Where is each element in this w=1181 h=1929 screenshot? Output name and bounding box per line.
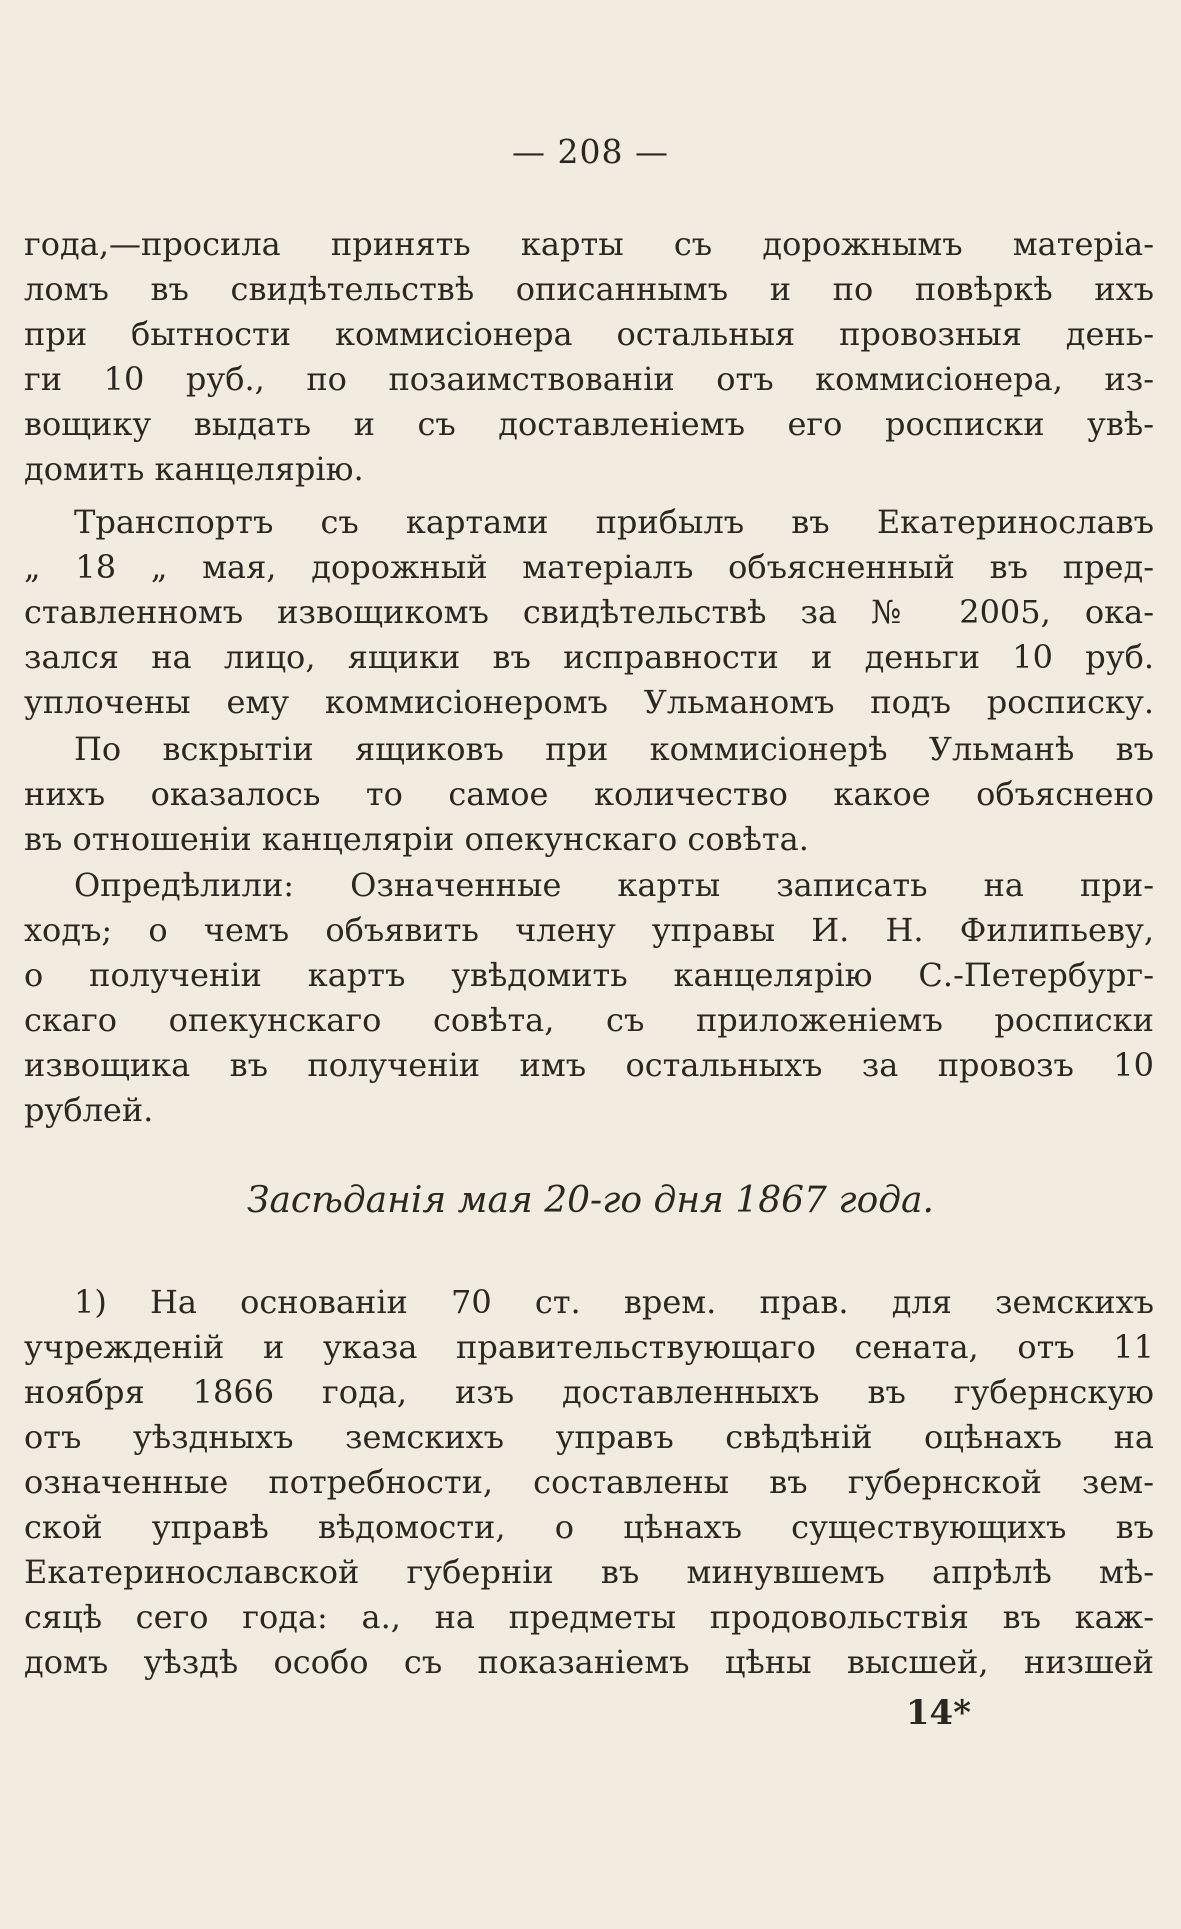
- text-line: Транспортъ съ картами прибылъ въ Екатеринославъ: [74, 503, 1154, 541]
- paragraph-3: [24, 727, 1154, 862]
- text-line: „ 18 „ мая, дорожный матеріалъ объясненный въ пред-: [24, 548, 1154, 586]
- text-line: По вскрытіи ящиковъ при коммисіонерѣ Ульманѣ въ: [74, 730, 1154, 768]
- text-line: извощика въ полученіи имъ остальныхъ за провозъ 10: [24, 1046, 1154, 1084]
- text-line: ставленномъ извощикомъ свидѣтельствѣ за № 2005, ока-: [24, 593, 1154, 631]
- text-line: 1) На основаніи 70 ст. врем. прав. для земскихъ: [74, 1283, 1154, 1321]
- text-line: домить канцелярію.: [24, 450, 364, 488]
- paragraph-2: [24, 500, 1154, 725]
- text-line: ноября 1866 года, изъ доставленныхъ въ губернскую: [24, 1373, 1154, 1411]
- page-number: — 208 —: [512, 132, 669, 171]
- paragraph-5: [24, 1280, 1154, 1685]
- text-line: ской управѣ вѣдомости, о цѣнахъ существующихъ въ: [24, 1508, 1154, 1546]
- signature-mark: 14*: [905, 1693, 971, 1733]
- text-line: ги 10 руб., по позаимствованіи отъ коммисіонера, из-: [24, 360, 1154, 398]
- text-line: нихъ оказалось то самое количество какое объяснено: [24, 775, 1154, 813]
- text-line: скаго опекунскаго совѣта, съ приложеніемъ росписки: [24, 1001, 1154, 1039]
- paragraph-4: [24, 863, 1154, 1133]
- text-line: учрежденій и указа правительствующаго сената, отъ 11: [24, 1328, 1154, 1366]
- text-line: уплочены ему коммисіонеромъ Ульманомъ подъ росписку.: [24, 683, 1154, 721]
- text-line: зался на лицо, ящики въ исправности и деньги 10 руб.: [24, 638, 1154, 676]
- text-line: Опредѣлили: Означенные карты записать на при-: [74, 866, 1154, 904]
- text-line: отъ уѣздныхъ земскихъ управъ свѣдѣній оцѣнахъ на: [24, 1418, 1154, 1456]
- text-line: Екатеринославской губерніи въ минувшемъ апрѣлѣ мѣ-: [24, 1553, 1154, 1591]
- text-line: при бытности коммисіонера остальныя провозныя день-: [24, 315, 1154, 353]
- text-line: года,—просила принять карты съ дорожнымъ матеріа-: [24, 225, 1154, 263]
- paragraph-1: [24, 222, 1154, 492]
- text-line: въ отношеніи канцеляріи опекунскаго совѣта.: [24, 820, 809, 858]
- session-heading: Засѣданія мая 20-го дня 1867 года.: [247, 1180, 934, 1221]
- text-line: ходъ; о чемъ объявить члену управы И. Н. Филипьеву,: [24, 911, 1154, 949]
- text-line: ломъ въ свидѣтельствѣ описаннымъ и по повѣркѣ ихъ: [24, 270, 1154, 308]
- text-line: домъ уѣздѣ особо съ показаніемъ цѣны высшей, низшей: [24, 1643, 1154, 1681]
- text-line: сяцѣ сего года: а., на предметы продовольствія въ каж-: [24, 1598, 1154, 1636]
- text-line: о полученіи картъ увѣдомить канцелярію С.-Петербург-: [24, 956, 1154, 994]
- text-line: вощику выдать и съ доставленіемъ его росписки увѣ-: [24, 405, 1154, 443]
- text-line: рублей.: [24, 1091, 154, 1129]
- text-line: означенные потребности, составлены въ губернской зем-: [24, 1463, 1154, 1501]
